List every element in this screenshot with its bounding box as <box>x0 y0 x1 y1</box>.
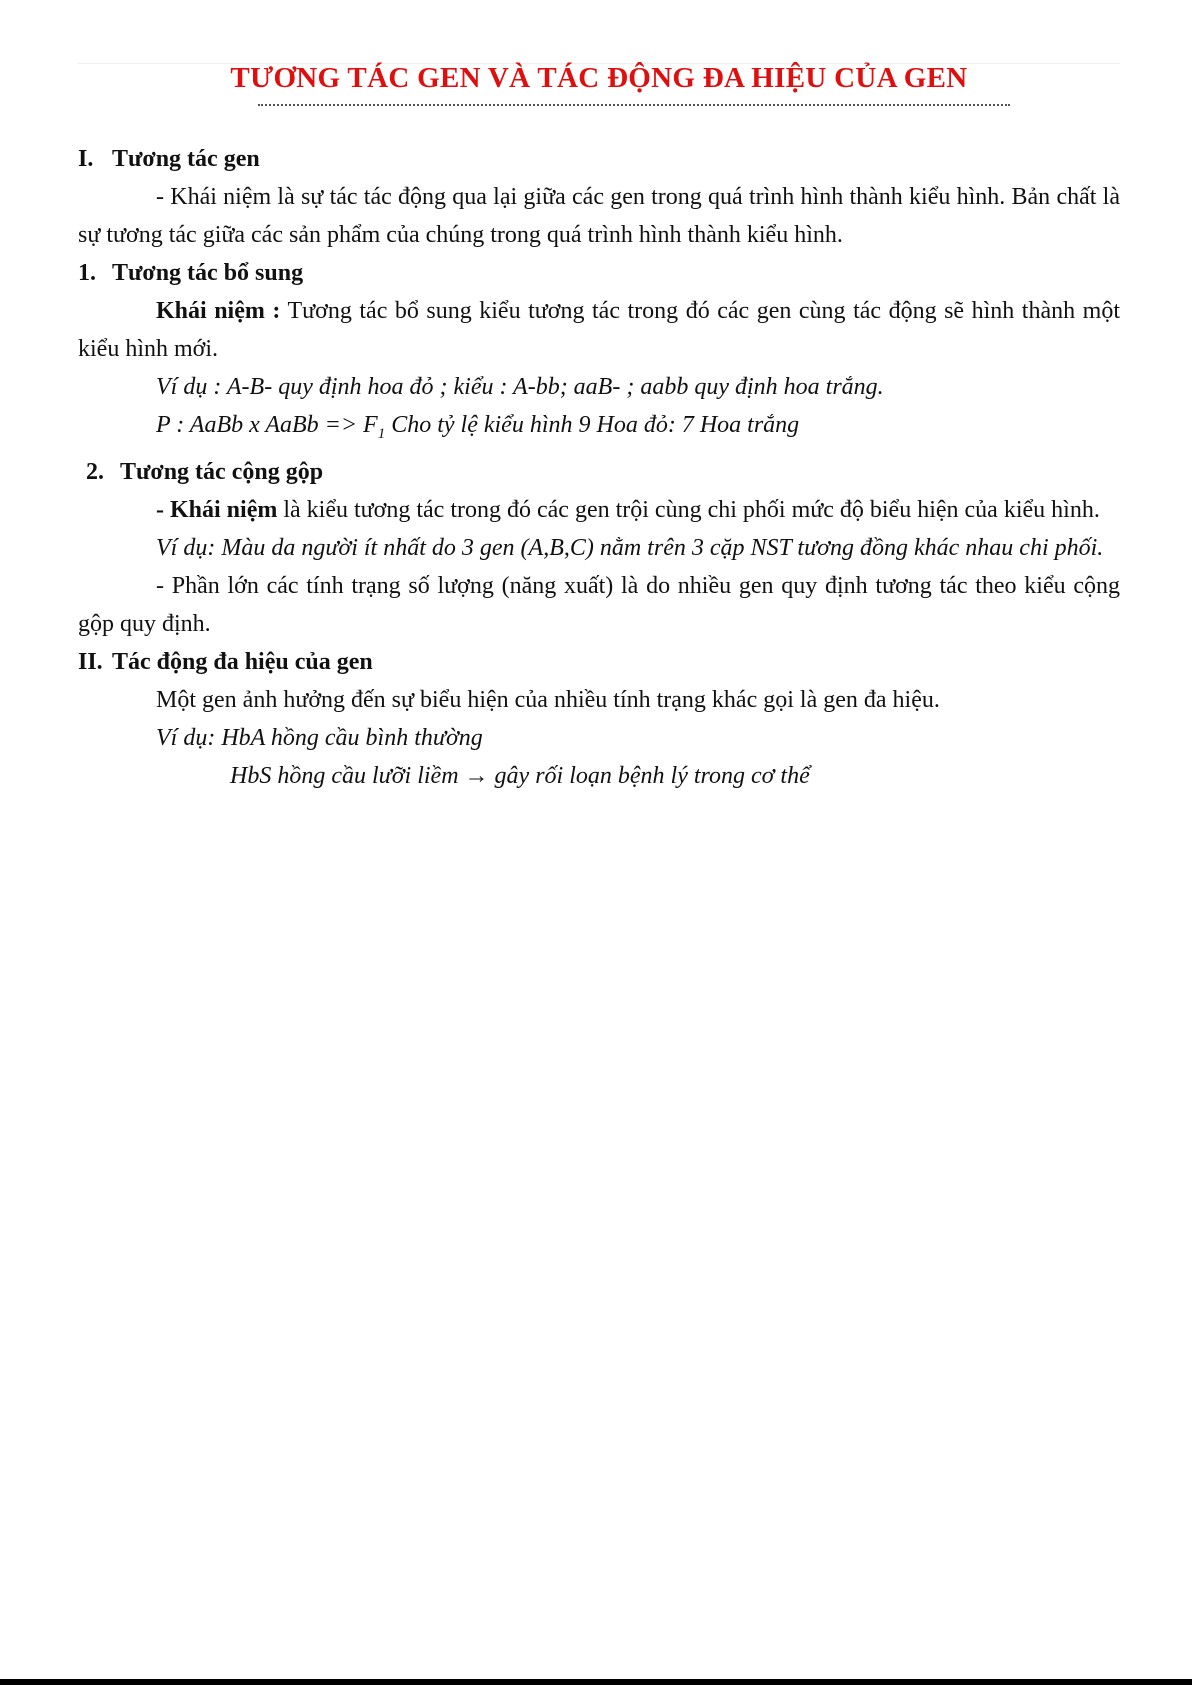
section-number: II. <box>78 648 103 675</box>
subsection-1-cross <box>78 406 1120 453</box>
subsection-number: 1. <box>78 260 96 286</box>
document-title: TƯƠNG TÁC GEN VÀ TÁC ĐỘNG ĐA HIỆU CỦA GEN <box>230 62 968 94</box>
subsection-heading-2 <box>78 453 1120 491</box>
subsection-2-note: - Phần lớn các tính trạng số lượng (năng xuất) là do nhiều gen quy định tương tác theo kiểu cộng gộp quy định. <box>78 572 1120 637</box>
section-heading-1 <box>78 140 1120 178</box>
section-number: I. <box>78 146 94 172</box>
page-bottom-border <box>0 1679 1192 1685</box>
section-1-concept: - Khái niệm là sự tác tác động qua lại giữa các gen trong quá trình hình thành kiểu hình. Bản chất là sự tương tác giữa các sản phẩm của chúng trong quá trình hình thành kiểu hình. <box>78 184 1120 248</box>
subsection-2-concept <box>78 491 1120 529</box>
document-body <box>78 140 1120 795</box>
title-block <box>78 58 1120 95</box>
title-underline <box>258 104 1010 106</box>
section-2-concept: Một gen ảnh hưởng đến sự biểu hiện của nhiều tính trạng khác gọi là gen đa hiệu. <box>156 686 940 713</box>
section-title: Tương tác gen <box>112 146 260 172</box>
concept-label: Khái niệm : <box>156 298 281 324</box>
section-title: Tác động đa hiệu của gen <box>112 648 373 675</box>
subsection-2-example: Ví dụ: Màu da người ít nhất do 3 gen (A,B,C) nằm trên 3 cặp NST tương đồng khác nhau chi phối. <box>156 534 1104 561</box>
concept-text: là kiểu tương tác trong đó các gen trội cùng chi phối mức độ biểu hiện của kiểu hình. <box>277 496 1100 523</box>
subsection-number: 2. <box>86 458 104 485</box>
section-heading-2 <box>78 643 1120 681</box>
section-2-example-2: HbS hồng cầu lưỡi liềm → gây rối loạn bệnh lý trong cơ thể <box>230 762 810 789</box>
subsection-title: Tương tác bổ sung <box>112 260 304 286</box>
concept-text: Tương tác bổ sung kiểu tương tác trong đó các gen cùng tác động sẽ hình thành một kiểu hình mới. <box>78 298 1120 362</box>
cross-prefix: P : AaBb x AaBb => F <box>156 412 378 438</box>
subsection-1-concept <box>78 292 1120 368</box>
concept-label: - Khái niệm <box>156 496 278 523</box>
cross-subscript: 1 <box>377 425 386 442</box>
subsection-1-example: Ví dụ : A-B- quy định hoa đỏ ; kiểu : A-bb; aaB- ; aabb quy định hoa trắng. <box>156 374 884 400</box>
cross-suffix: Cho tỷ lệ kiểu hình 9 Hoa đỏ: 7 Hoa trắng <box>385 412 800 438</box>
subsection-heading-1 <box>78 254 1120 292</box>
section-2-example-1: Ví dụ: HbA hồng cầu bình thường <box>156 724 483 751</box>
subsection-title: Tương tác cộng gộp <box>120 458 324 485</box>
